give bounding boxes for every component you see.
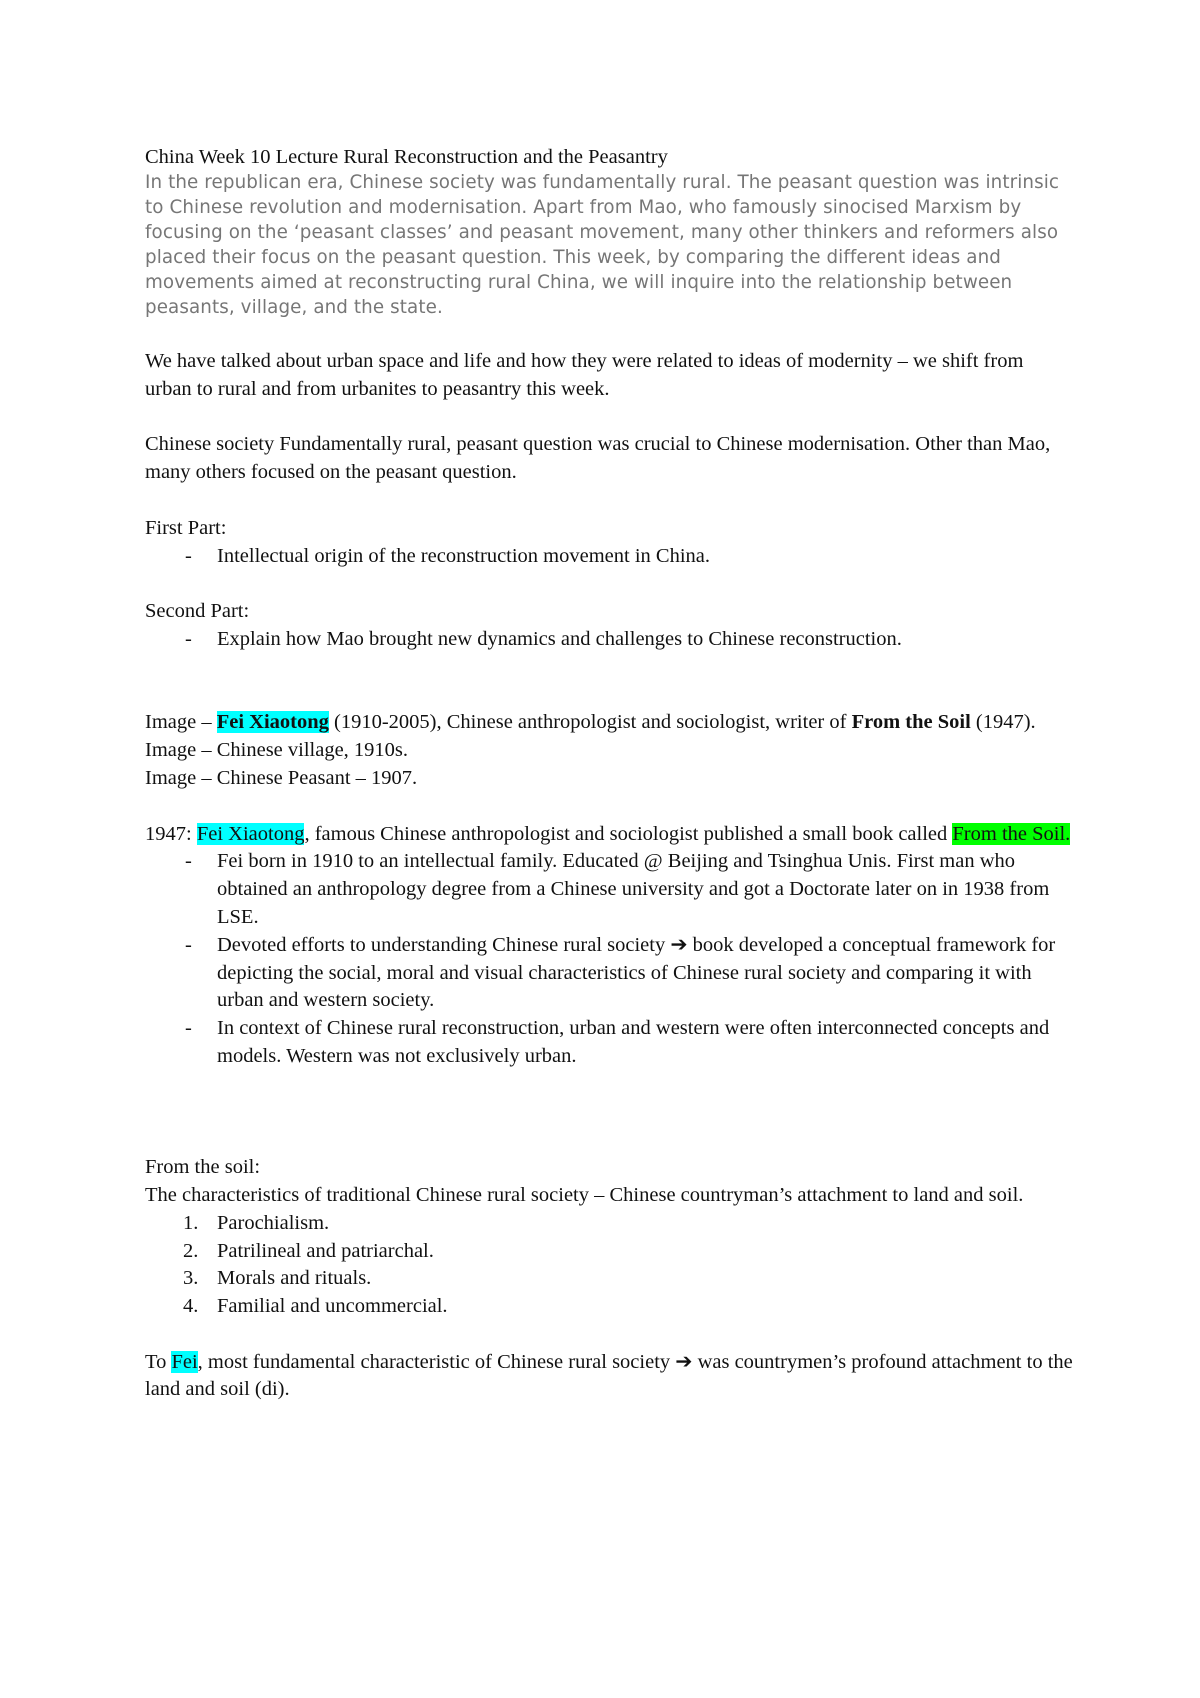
book-title-bold: From the Soil <box>851 711 971 734</box>
image-caption-fei <box>145 709 1075 737</box>
closing-text: , most fundamental characteristic of Chinese rural society ➔ was countrymen’s profound attachment to the land and soil (di). <box>145 1350 1073 1401</box>
soil-heading: From the soil: <box>145 1156 261 1179</box>
soil-list <box>145 1210 1075 1321</box>
image-caption-peasant: Image – Chinese Peasant – 1907. <box>145 766 418 789</box>
second-part-section <box>145 598 1075 654</box>
image-captions <box>145 709 1075 792</box>
fei-year: 1947: <box>145 822 197 845</box>
paragraph-fundamentally-rural: Chinese society Fundamentally rural, peasant question was crucial to Chinese modernisation. Other than Mao, many others focused on the peasant question. <box>145 433 1051 484</box>
list-item <box>145 1293 1075 1321</box>
caption-mid: (1910-2005), Chinese anthropologist and sociologist, writer of <box>328 711 852 734</box>
list-text: Morals and rituals. <box>217 1267 372 1290</box>
fei-list <box>145 848 1075 1070</box>
fei-name-highlight: Fei Xiaotong <box>216 711 329 734</box>
list-item <box>145 1238 1075 1266</box>
intro-paragraph: In the republican era, Chinese society was fundamentally rural. The peasant question was intrinsic to Chinese revolution and modernisation. Apart from Mao, who famously sinocised Marxism by focusing on the ‘peasant classes’ and peasant movement, many other thinkers and reformers also placed their focus on the peasant question. This week, by comparing the different ideas and movements aimed at reconstructing rural China, we will inquire into the relationship between peasants, village, and the state. <box>145 172 1060 318</box>
list-number: 3. <box>183 1267 199 1290</box>
caption-suffix: (1947). <box>970 711 1036 734</box>
soil-section <box>145 1154 1075 1321</box>
list-number: 1. <box>183 1211 199 1234</box>
fei-mid: , famous Chinese anthropologist and sociologist published a small book called <box>304 822 953 845</box>
closing-paragraph <box>145 1349 1075 1405</box>
second-part-list <box>145 626 1075 654</box>
first-part-heading: First Part: <box>145 516 227 539</box>
closing-prefix: To <box>145 1350 172 1373</box>
list-item: - Explain how Mao brought new dynamics and challenges to Chinese reconstruction. <box>145 626 1075 654</box>
fei-name-highlight: Fei Xiaotong <box>196 822 305 845</box>
list-number: 4. <box>183 1295 199 1318</box>
fei-section <box>145 821 1075 1071</box>
list-item <box>145 1265 1075 1293</box>
paragraph-urban-rural: We have talked about urban space and life and how they were related to ideas of modernity – we shift from urban to rural and from urbanites to peasantry this week. <box>145 350 1024 400</box>
list-item <box>145 1210 1075 1238</box>
list-text: Familial and uncommercial. <box>217 1295 448 1318</box>
document-page <box>145 144 1075 1404</box>
list-item: - Intellectual origin of the reconstruction movement in China. <box>145 543 1075 571</box>
fei-name-highlight: Fei <box>171 1350 198 1373</box>
document-title: China Week 10 Lecture Rural Reconstruction and the Peasantry <box>145 146 668 168</box>
list-number: 2. <box>183 1239 199 1262</box>
list-item: - Fei born in 1910 to an intellectual family. Educated @ Beijing and Tsinghua Unis. First man who obtained an anthropology degree from a Chinese university and got a Doctorate later on in 1938 from LSE. <box>145 848 1075 931</box>
soil-intro: The characteristics of traditional Chinese rural society – Chinese countryman’s attachment to land and soil. <box>145 1183 1024 1206</box>
first-part-section <box>145 515 1075 571</box>
second-part-heading: Second Part: <box>145 600 250 623</box>
list-item: - In context of Chinese rural reconstruction, urban and western were often interconnected concepts and models. Western was not exclusively urban. <box>145 1015 1075 1071</box>
caption-prefix: Image – <box>145 711 217 734</box>
image-caption-village: Image – Chinese village, 1910s. <box>145 739 409 762</box>
list-text: Patrilineal and patriarchal. <box>217 1239 434 1262</box>
fei-intro <box>145 821 1075 849</box>
first-part-list <box>145 543 1075 571</box>
book-title-highlight: From the Soil. <box>952 822 1071 845</box>
list-text: Parochialism. <box>217 1211 330 1234</box>
list-item: - Devoted efforts to understanding Chinese rural society ➔ book developed a conceptual framework for depicting the social, moral and visual characteristics of Chinese rural society and comparing it with urban and western society. <box>145 932 1075 1015</box>
